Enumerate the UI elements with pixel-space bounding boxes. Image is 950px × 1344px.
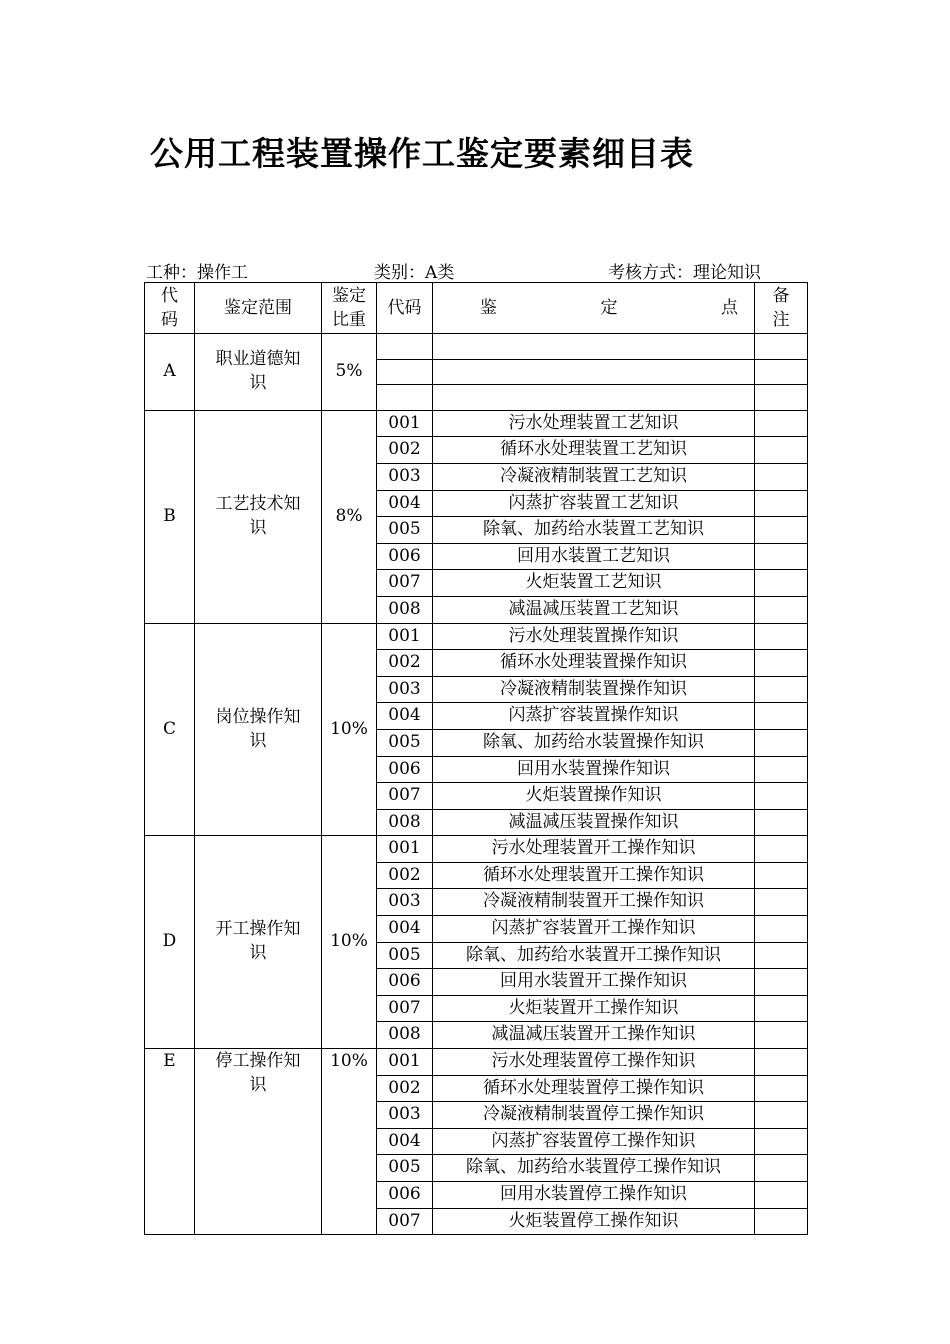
item-code: 001 (377, 623, 433, 650)
header-scope: 鉴定范围 (195, 283, 322, 334)
section-code: D (145, 836, 195, 1049)
item-point (433, 385, 755, 411)
header-item-code: 代码 (377, 283, 433, 334)
item-point (433, 359, 755, 385)
item-code (377, 334, 433, 360)
table-row (145, 623, 808, 650)
item-remark (755, 729, 808, 756)
item-code: 008 (377, 809, 433, 836)
table-row (145, 1049, 808, 1076)
item-remark (755, 889, 808, 916)
item-remark (755, 995, 808, 1022)
item-remark (755, 650, 808, 677)
table-row (145, 836, 808, 863)
item-code: 004 (377, 1128, 433, 1155)
item-code: 006 (377, 543, 433, 570)
section-scope: 开工操作知识 (195, 836, 322, 1049)
item-remark (755, 1208, 808, 1235)
section-code: A (145, 334, 195, 411)
section-code: E (145, 1049, 195, 1235)
item-remark (755, 1155, 808, 1182)
item-point: 回用水装置停工操作知识 (433, 1182, 755, 1209)
item-remark (755, 1102, 808, 1129)
section-scope: 岗位操作知识 (195, 623, 322, 836)
item-remark (755, 543, 808, 570)
item-code: 003 (377, 889, 433, 916)
item-remark (755, 836, 808, 863)
item-remark (755, 490, 808, 517)
item-remark (755, 703, 808, 730)
section-weight: 10% (322, 1049, 377, 1235)
table-row (145, 334, 808, 360)
item-remark (755, 1022, 808, 1049)
item-remark (755, 783, 808, 810)
item-code: 003 (377, 463, 433, 490)
item-remark (755, 1182, 808, 1209)
item-code: 007 (377, 570, 433, 597)
item-code: 005 (377, 729, 433, 756)
item-code: 004 (377, 703, 433, 730)
item-code: 008 (377, 596, 433, 623)
item-remark (755, 385, 808, 411)
item-point: 减温减压装置工艺知识 (433, 596, 755, 623)
item-remark (755, 437, 808, 464)
item-point: 污水处理装置停工操作知识 (433, 1049, 755, 1076)
category-label: 类别：A类 (374, 263, 455, 283)
item-code: 002 (377, 862, 433, 889)
item-point: 循环水处理装置停工操作知识 (433, 1075, 755, 1102)
item-point: 火炬装置开工操作知识 (433, 995, 755, 1022)
section-weight: 5% (322, 334, 377, 411)
job-type-label: 工种：操作工 (146, 263, 248, 283)
item-code: 004 (377, 916, 433, 943)
item-point (433, 334, 755, 360)
section-scope: 工艺技术知识 (195, 410, 322, 623)
item-code: 001 (377, 836, 433, 863)
item-code: 005 (377, 942, 433, 969)
item-point: 闪蒸扩容装置开工操作知识 (433, 916, 755, 943)
item-remark (755, 463, 808, 490)
item-remark (755, 623, 808, 650)
item-remark (755, 942, 808, 969)
item-point: 污水处理装置工艺知识 (433, 410, 755, 437)
item-point: 冷凝液精制装置工艺知识 (433, 463, 755, 490)
exam-mode-label: 考核方式：理论知识 (608, 263, 761, 283)
item-point: 冷凝液精制装置停工操作知识 (433, 1102, 755, 1129)
item-point: 回用水装置开工操作知识 (433, 969, 755, 996)
item-point: 闪蒸扩容装置工艺知识 (433, 490, 755, 517)
section-code: C (145, 623, 195, 836)
item-point: 污水处理装置开工操作知识 (433, 836, 755, 863)
header-code: 代码 (145, 283, 195, 334)
item-code: 005 (377, 1155, 433, 1182)
page-title: 公用工程装置操作工鉴定要素细目表 (150, 134, 694, 173)
item-remark (755, 969, 808, 996)
item-point: 火炬装置操作知识 (433, 783, 755, 810)
item-point: 除氧、加药给水装置操作知识 (433, 729, 755, 756)
item-remark (755, 809, 808, 836)
table-row (145, 410, 808, 437)
item-remark (755, 570, 808, 597)
item-code: 006 (377, 1182, 433, 1209)
item-point: 冷凝液精制装置开工操作知识 (433, 889, 755, 916)
item-remark (755, 1128, 808, 1155)
item-code: 004 (377, 490, 433, 517)
item-code: 002 (377, 437, 433, 464)
item-code (377, 385, 433, 411)
item-remark (755, 596, 808, 623)
item-point: 循环水处理装置工艺知识 (433, 437, 755, 464)
item-point: 减温减压装置操作知识 (433, 809, 755, 836)
section-scope: 停工操作知识 (195, 1049, 322, 1235)
item-code: 007 (377, 995, 433, 1022)
item-code: 005 (377, 517, 433, 544)
header-row (145, 283, 808, 334)
section-scope: 职业道德知识 (195, 334, 322, 411)
item-code: 007 (377, 783, 433, 810)
section-code: B (145, 410, 195, 623)
item-code: 007 (377, 1208, 433, 1235)
section-weight: 10% (322, 623, 377, 836)
header-remark: 备注 (755, 283, 808, 334)
item-point: 循环水处理装置操作知识 (433, 650, 755, 677)
item-point: 污水处理装置操作知识 (433, 623, 755, 650)
elements-table (144, 282, 808, 1235)
item-point: 回用水装置操作知识 (433, 756, 755, 783)
header-points: 鉴 定 点 (433, 283, 755, 334)
item-remark (755, 862, 808, 889)
item-remark (755, 517, 808, 544)
item-point: 除氧、加药给水装置开工操作知识 (433, 942, 755, 969)
table-body (145, 334, 808, 1235)
item-code: 001 (377, 410, 433, 437)
item-point: 闪蒸扩容装置操作知识 (433, 703, 755, 730)
item-code: 008 (377, 1022, 433, 1049)
item-point: 闪蒸扩容装置停工操作知识 (433, 1128, 755, 1155)
item-code: 001 (377, 1049, 433, 1076)
item-code: 003 (377, 676, 433, 703)
item-remark (755, 334, 808, 360)
item-remark (755, 1049, 808, 1076)
item-remark (755, 410, 808, 437)
item-point: 回用水装置工艺知识 (433, 543, 755, 570)
header-weight: 鉴定比重 (322, 283, 377, 334)
item-code: 006 (377, 969, 433, 996)
item-point: 除氧、加药给水装置停工操作知识 (433, 1155, 755, 1182)
item-point: 循环水处理装置开工操作知识 (433, 862, 755, 889)
item-code: 006 (377, 756, 433, 783)
item-point: 冷凝液精制装置操作知识 (433, 676, 755, 703)
section-weight: 8% (322, 410, 377, 623)
section-weight: 10% (322, 836, 377, 1049)
item-code: 002 (377, 650, 433, 677)
item-code: 002 (377, 1075, 433, 1102)
item-code (377, 359, 433, 385)
item-code: 003 (377, 1102, 433, 1129)
item-remark (755, 359, 808, 385)
item-point: 除氧、加药给水装置工艺知识 (433, 517, 755, 544)
item-remark (755, 676, 808, 703)
item-point: 火炬装置工艺知识 (433, 570, 755, 597)
item-remark (755, 916, 808, 943)
item-remark (755, 756, 808, 783)
item-point: 减温减压装置开工操作知识 (433, 1022, 755, 1049)
item-remark (755, 1075, 808, 1102)
item-point: 火炬装置停工操作知识 (433, 1208, 755, 1235)
